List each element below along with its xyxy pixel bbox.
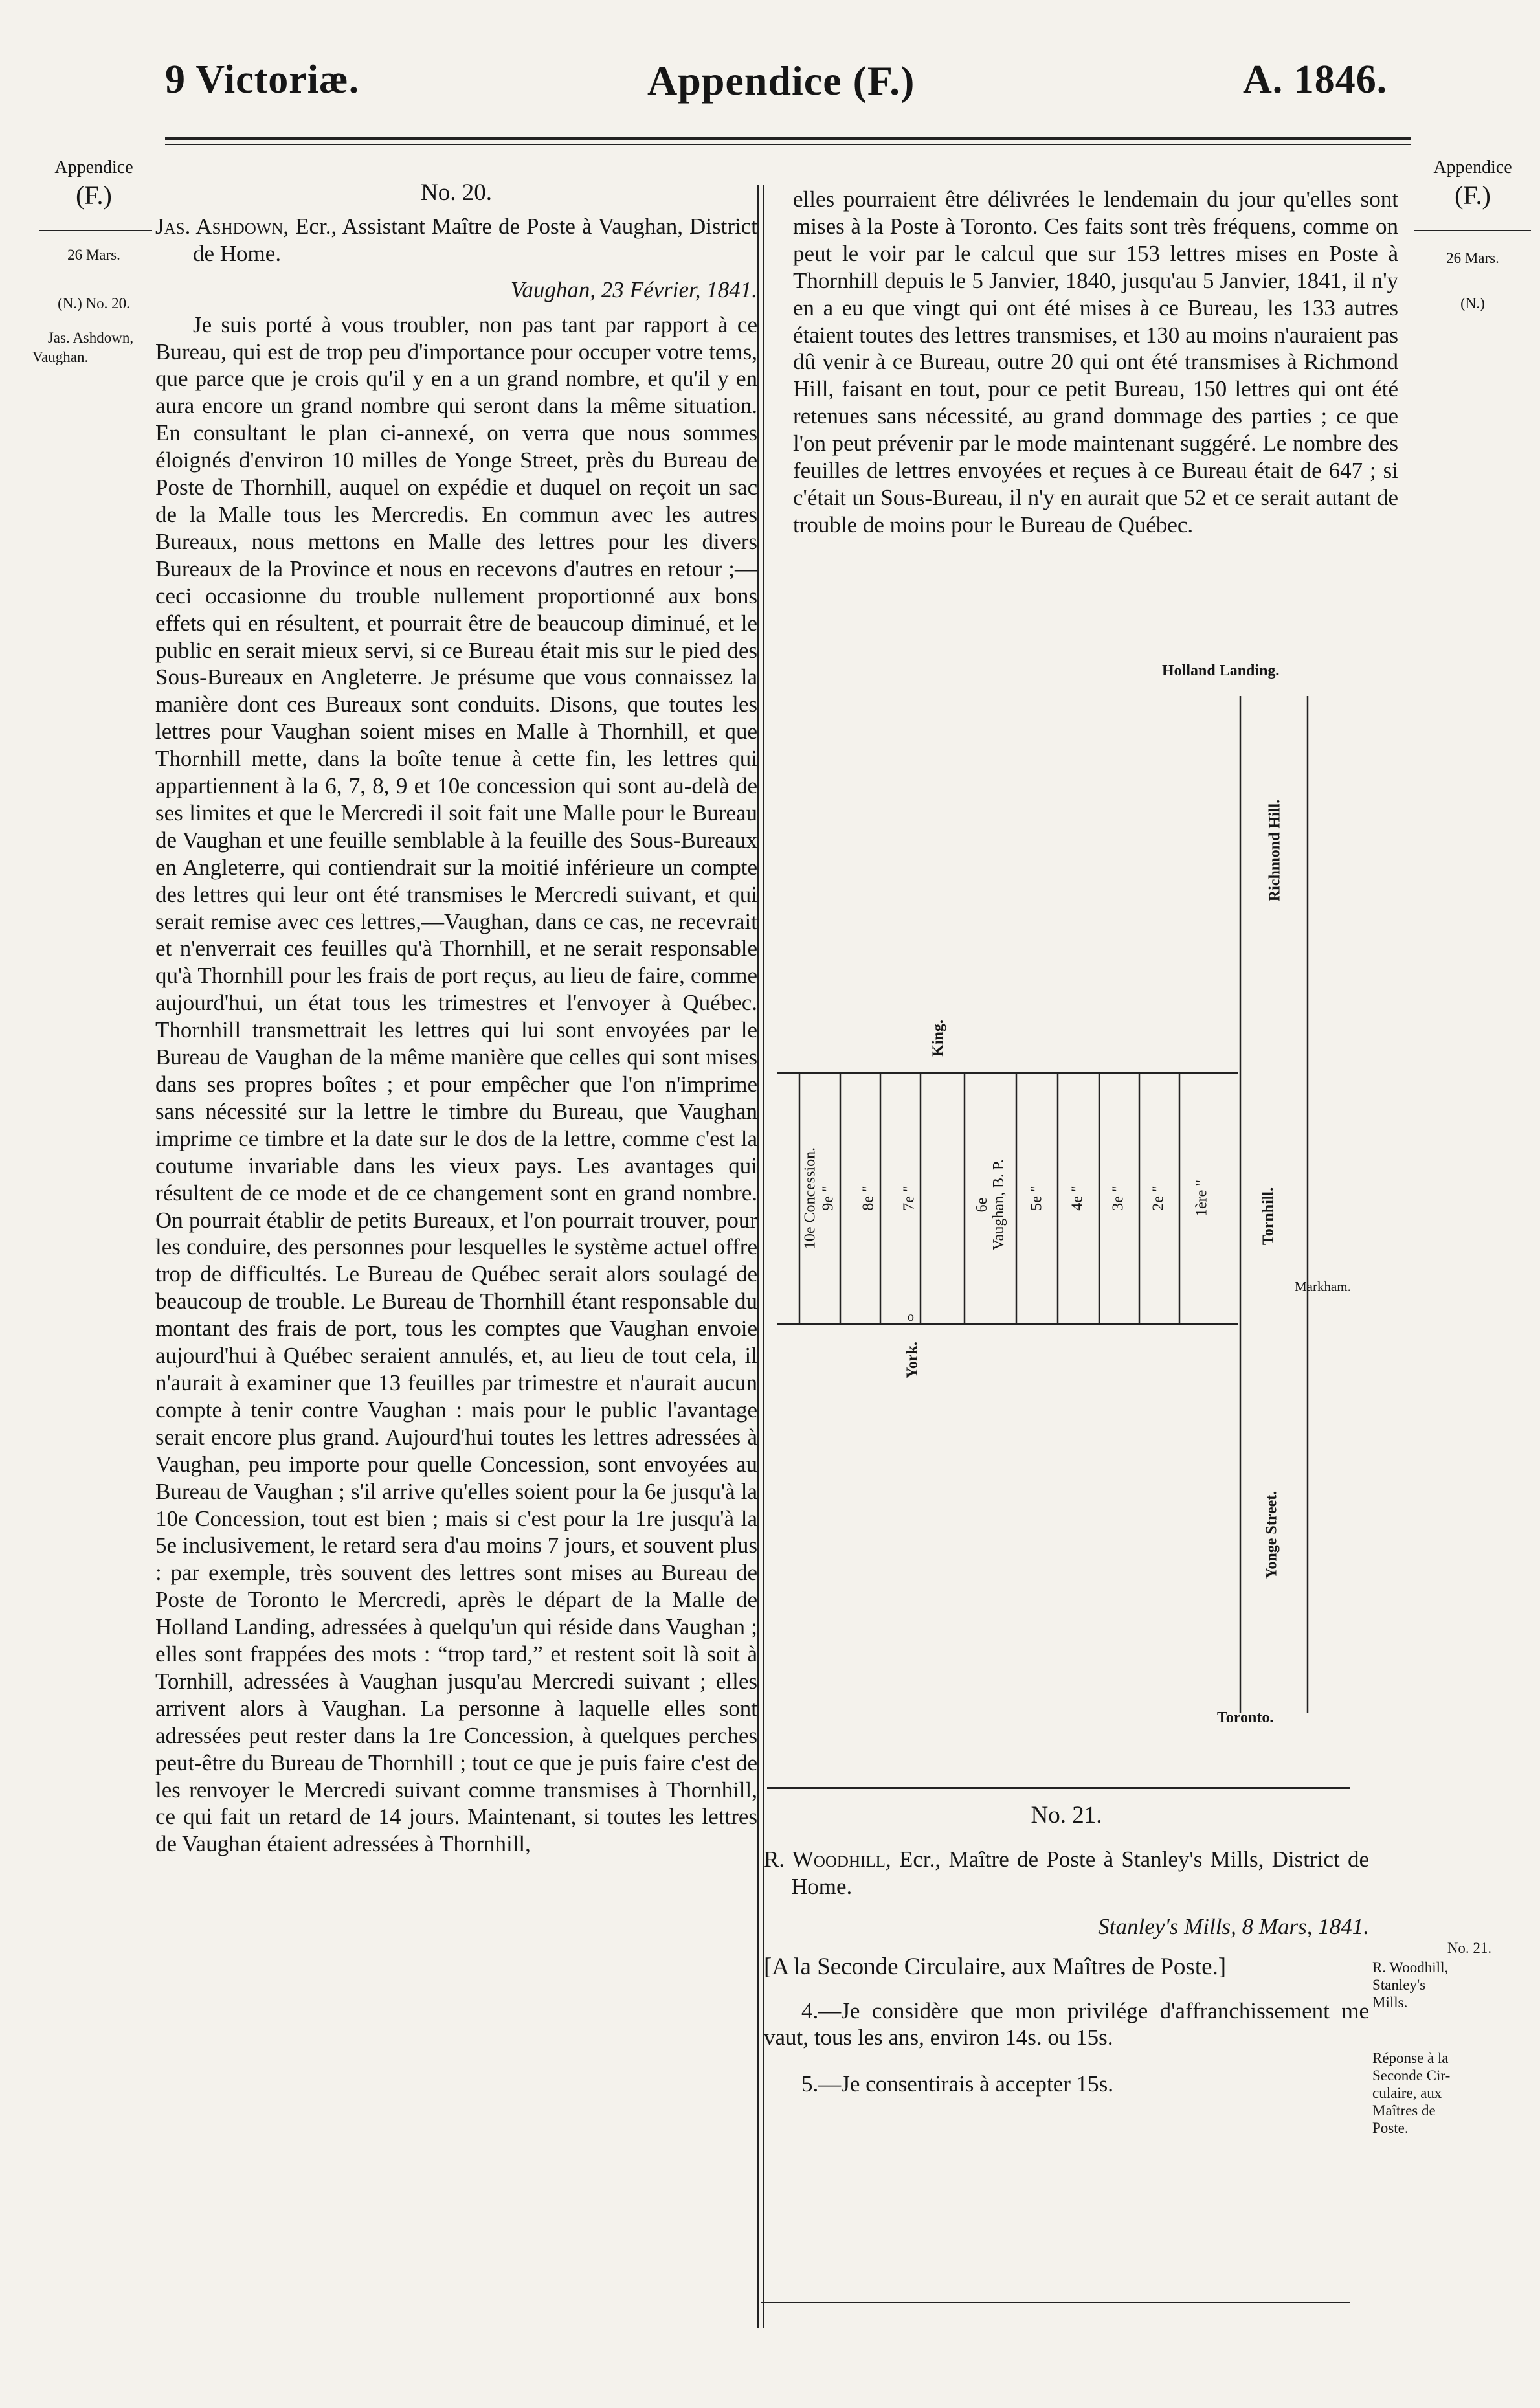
letter-20-paragraph: Je suis porté à vous troubler, non pas tant par rapport à ce Bureau, qui est de trop peu d'importance pour occuper votre tems, que parce que je crois qu'il y en a un grand nombre, et qu'il y en aura encore un grand nombre qui seront dans la même situation. En consultant le plan ci-annexé, on verra que nous sommes éloignés d'environ 10 milles de Yonge Street, près du Bureau de Poste de Thornhill, auquel on expédie et duquel on reçoit un sac de la Malle tous les Mercredis. En commun avec les autres Bureaux, nous mettons en Malle des lettres pour les divers Bureaux de la Province et nous en recevons d'autres en retour ;—ceci occasionne du trouble nullement proportionné aux bons effets qui en résultent, et pourrait être de beaucoup diminué, et le public en serait mieux servi, si ce Bureau était mis sur le pied des Sous-Bureaux en Angleterre. Je présume que vous connaissez la manière dont ces Bureaux sont conduits. Disons, que toutes les lettres pour Vaughan soient mises en Malle à Thornhill, et que Thornhill mette, dans la boîte tenue à cette fin, les lettres qui appartiennent à la 6, 7, 8, 9 et 10e concession qui sont au-delà de ses limites et que le Mercredi il soit fait une Malle pour le Bureau de Vaughan et une feuille semblable à la feuille des Sous-Bureaux en Angleterre, qui contiendrait sur la moitié inférieure un compte des lettres qui leur ont été transmises le Mercredi suivant, et qui serait remise avec ces lettres,—Vaughan, dans ce cas, ne recevrait et n'enverrait ces feuilles qu'à Thornhill, et ne serait responsable qu'à Thornhill pour les frais de port reçus, au lieu de faire, comme aujourd'hui, un état tous les trimestres et l'envoyer à Québec. Thornhill transmettrait les lettres qui lui sont envoyées par le Bureau de Vaughan de la même manière que celles qui sont mises dans ses propres boîtes ; et pour empêcher que l'on n'imprime sans nécessité sur la lettre le timbre du Bureau, que Vaughan imprime ce timbre et la date sur le dos de la lettre, comme c'est la coutume invariable dans les vieux pays. Les avantages qui résultent de ce mode et de ce changement sont en grand nombre. On pourrait établir de petits Bureaux, et l'on pourrait trouver, pour les conduire, des personnes pour lesquelles le système actuel offre trop de difficultés. Le Bureau de Québec serait alors soulagé de beaucoup de trouble. Le Bureau de Thornhill étant responsable du montant des frais de port, tous les comptes que Vaughan envoie aujourd'hui à Québec seraient annulés, et, au lieu de tout cela, il n'aurait à examiner que 13 feuilles par trimestre et n'aurait aucun compte à tenir contre Vaughan : mais pour le public l'avantage serait encore plus grand. Aujourd'hui toutes les lettres adressées à Vaughan, peu importe pour quelle Concession, sont envoyées au Bureau de Vaughan ; s'il arrive qu'elles soient pour la 6e jusqu'à la 10e Concession, tout est bien ; mais si c'est pour la 1re jusqu'à la 5e inclusivement, le retard sera d'au moins 7 jours, et souvent plus : par exemple, très souvent des lettres sont mises au Bureau de Poste de Toronto le Mercredi, après le départ de la Malle de Holland Landing, adressées à quelqu'un qui réside dans Vaughan ; elles sont frappées des mots : “trop tard,” et restent soit là soit à Tornhill, adressées à Vaughan jusqu'au Mercredi suivant ; elles arrivent alors à Vaughan. La personne à laquelle elles sont adressées peut rester dans la 1re Concession, à quelques perches peut-être du Bureau de Thornhill ; tout ce que je puis faire c'est de les renvoyer le Mercredi suivant comme transmises à Thornhill, ce qui fait un retard de 14 jours. Maintenant, si toutes les lettres de Vaughan étaient adressées à Thornhill, [155,311,757,1857]
map-label-king: King. [930,1020,947,1057]
margin-left-letter: (F.) [76,181,112,210]
map-label-markham: Markham. [1295,1279,1351,1294]
header-right: A. 1846. [1243,58,1388,102]
map-label-tornhill: Tornhill. [1260,1187,1277,1246]
letter-21-item4: 4.—Je considère que mon privilége d'affranchissement me vaut, tous les ans, environ 14s. ou 15s. [764,1997,1369,2051]
margin-right-rep3: culaire, aux [1372,2085,1442,2101]
letter-20-dateline: Vaughan, 23 Février, 1841. [510,276,757,302]
header-rule-thin [165,144,1411,145]
map-label-richmond-hill: Richmond Hill. [1266,799,1284,902]
concession-label-6: 6e Vaughan, B. P. [974,1159,1007,1250]
map-label-holland-landing: Holland Landing. [1162,662,1280,679]
header-rule [165,137,1411,140]
letter-21-dateline: Stanley's Mills, 8 Mars, 1841. [1098,1913,1369,1939]
map-label-york: York. [904,1342,921,1378]
concession-label-3: 3e " [1110,1186,1127,1211]
margin-left-ref: (N.) No. 20. [58,295,130,311]
concession-label-8: 8e " [860,1186,877,1211]
margin-left-rule [39,230,152,231]
map-label-toronto: Toronto. [1217,1709,1274,1726]
concession-label-1: 1ère " [1193,1179,1211,1217]
margin-right-rep4: Maîtres de [1372,2102,1436,2119]
header-center: Appendice (F.) [647,58,915,104]
margin-right-woodhill1: R. Woodhill, [1372,1959,1449,1975]
map-label-yonge-street: Yonge Street. [1263,1491,1280,1579]
letter-21-bracket: [A la Seconde Circulaire, aux Maîtres de Poste.] [764,1953,1227,1980]
margin-right-rep2: Seconde Cir- [1372,2067,1451,2084]
margin-right-date: 26 Mars. [1446,250,1499,266]
margin-right-appendice: Appendice [1433,157,1512,177]
vaughan-map [777,651,1398,1738]
margin-right-letter: (F.) [1455,181,1491,210]
letter-20-number: No. 20. [421,179,492,206]
margin-left-appendice: Appendice [54,157,133,177]
concession-label-4: 4e " [1069,1186,1086,1211]
letter-20-continuation-block [793,186,1398,539]
letter-21-number: No. 21. [1031,1802,1102,1829]
concession-label-2: 2e " [1150,1186,1167,1211]
letter-21-sender-name: R. Woodhill [764,1846,886,1872]
concession-label-10: 10e Concession. [801,1147,819,1250]
letter-20-sender-name: Jas. Ashdown [155,213,284,239]
margin-right-rule [1414,230,1531,231]
margin-right-woodhill3: Mills. [1372,1994,1408,2010]
margin-right-no21: No. 21. [1447,1940,1492,1956]
concession-label-7: 7e " [900,1186,918,1211]
margin-right-ref: (N.) [1460,295,1485,311]
map-york-marker: o [908,1310,914,1324]
letter-21 [764,1802,1369,2098]
letter-20-sender-rest: , Ecr., Assistant Maître de Poste à Vaughan, District de Home. [193,213,758,266]
bottom-rule [761,2302,1350,2303]
letter-20-sender [155,213,757,267]
margin-right-rep1: Réponse à la [1372,2050,1449,2066]
letter-21-sender-rest: , Ecr., Maître de Poste à Stanley's Mills, District de Home. [791,1846,1369,1899]
column-divider [757,185,759,2328]
margin-left-date: 26 Mars. [67,247,120,263]
letter-21-sender [764,1846,1369,1900]
concession-label-5: 5e " [1028,1186,1045,1211]
margin-right-rep5: Poste. [1372,2120,1409,2136]
letter-21-item5: 5.—Je consentirais à accepter 15s. [801,2071,1114,2097]
header-left: 9 Victoriæ. [165,58,360,102]
letter-20-continuation: elles pourraient être délivrées le lendemain du jour qu'elles sont mises à la Poste à Toronto. Ces faits sont très fréquens, comme on peut le voir par le calcul que sur 153 lettres mises en Poste à Thornhill depuis le 5 Janvier, 1840, jusqu'au 5 Janvier, 1841, il n'y en a eu que vingt qui ont été mises à ce Bureau, les 133 autres étaient toutes des lettres transmises, et 130 au moins n'auraient pas dû venir à ce Bureau, outre 20 qui ont été transmises à Richmond Hill, faisant en tout, pour ce petit Bureau, 150 lettres qui ont été retenues sans nécessité, au grand dommage des parties ; ce que l'on peut prévenir par le mode maintenant suggéré. Le nombre des feuilles de lettres envoyées et reçues à ce Bureau était de 647 ; si c'était un Sous-Bureau, il n'y en aurait que 52 et ce serait autant de trouble de moins pour le Bureau de Québec. [793,186,1398,537]
concession-label-9: 9e " [820,1186,837,1211]
section-rule [767,1787,1350,1789]
margin-right-woodhill2: Stanley's [1372,1977,1426,1993]
letter-20 [155,179,757,1858]
margin-left-name2: Vaughan. [32,349,89,365]
margin-left-name1: Jas. Ashdown, [47,330,134,346]
